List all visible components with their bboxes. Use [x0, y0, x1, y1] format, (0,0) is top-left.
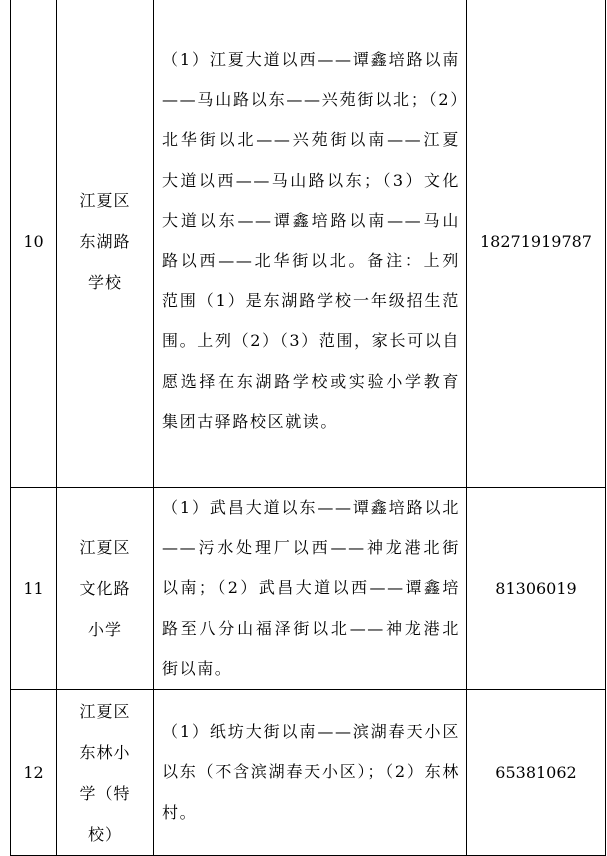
school-name-line: 江夏区 — [79, 701, 131, 721]
row-number-cell — [11, 0, 57, 488]
school-name — [79, 527, 130, 650]
enrollment-range: （1）江夏大道以西——谭鑫培路以南——马山路以东——兴苑街以北；（2）北华街以北——兴苑街以南——江夏大道以西——马山路以东；（3）文化大道以东——谭鑫培路以南——马山路以西——北华街以北。备注：上列范围（1）是东湖路学校一年级招生范围。上列（2）（3）范围，家长可以自愿选择在东湖路学校或实验小学教育集团古驿路校区就读。 — [162, 49, 460, 431]
school-name-line: 校） — [87, 824, 122, 844]
enrollment-range: （1）武昌大道以东——谭鑫培路以北——污水处理厂以西——神龙港北街以南；（2）武昌大道以西——谭鑫培路至八分山福泽街以北——神龙港北街以南。 — [162, 498, 460, 678]
school-name-cell — [57, 488, 154, 690]
school-name-line: 江夏区 — [79, 538, 131, 557]
school-name-line: 文化路 — [79, 579, 131, 598]
school-name — [79, 180, 130, 303]
table-row — [11, 0, 606, 488]
row-number: 11 — [23, 579, 44, 598]
table-row — [11, 690, 606, 856]
school-district-table — [10, 0, 606, 856]
phone-cell — [467, 488, 606, 690]
school-name-cell — [57, 0, 154, 488]
school-name-line: 东林小 — [79, 742, 131, 762]
phone-cell — [467, 0, 606, 488]
school-name-line: 东湖路 — [79, 231, 131, 251]
table-row — [11, 488, 606, 690]
school-name-line: 学校 — [87, 272, 122, 292]
enrollment-range-cell — [154, 0, 467, 488]
enrollment-range-cell — [154, 488, 467, 690]
phone-cell — [467, 690, 606, 856]
row-number: 12 — [23, 763, 44, 783]
row-number: 10 — [23, 231, 44, 251]
school-name-cell — [57, 690, 154, 856]
school-name-line: 学（特 — [79, 783, 131, 803]
school-name-line: 江夏区 — [79, 190, 131, 210]
row-number-cell — [11, 488, 57, 690]
enrollment-range: （1）纸坊大街以南——滨湖春天小区以东（不含滨湖春天小区）；（2）东林村。 — [162, 722, 460, 822]
school-name-line: 小学 — [87, 620, 122, 639]
school-name — [79, 691, 130, 855]
row-number-cell — [11, 690, 57, 856]
phone-number: 18271919787 — [480, 231, 592, 251]
phone-number: 81306019 — [495, 579, 577, 598]
phone-number: 65381062 — [495, 763, 577, 783]
enrollment-range-cell — [154, 690, 467, 856]
